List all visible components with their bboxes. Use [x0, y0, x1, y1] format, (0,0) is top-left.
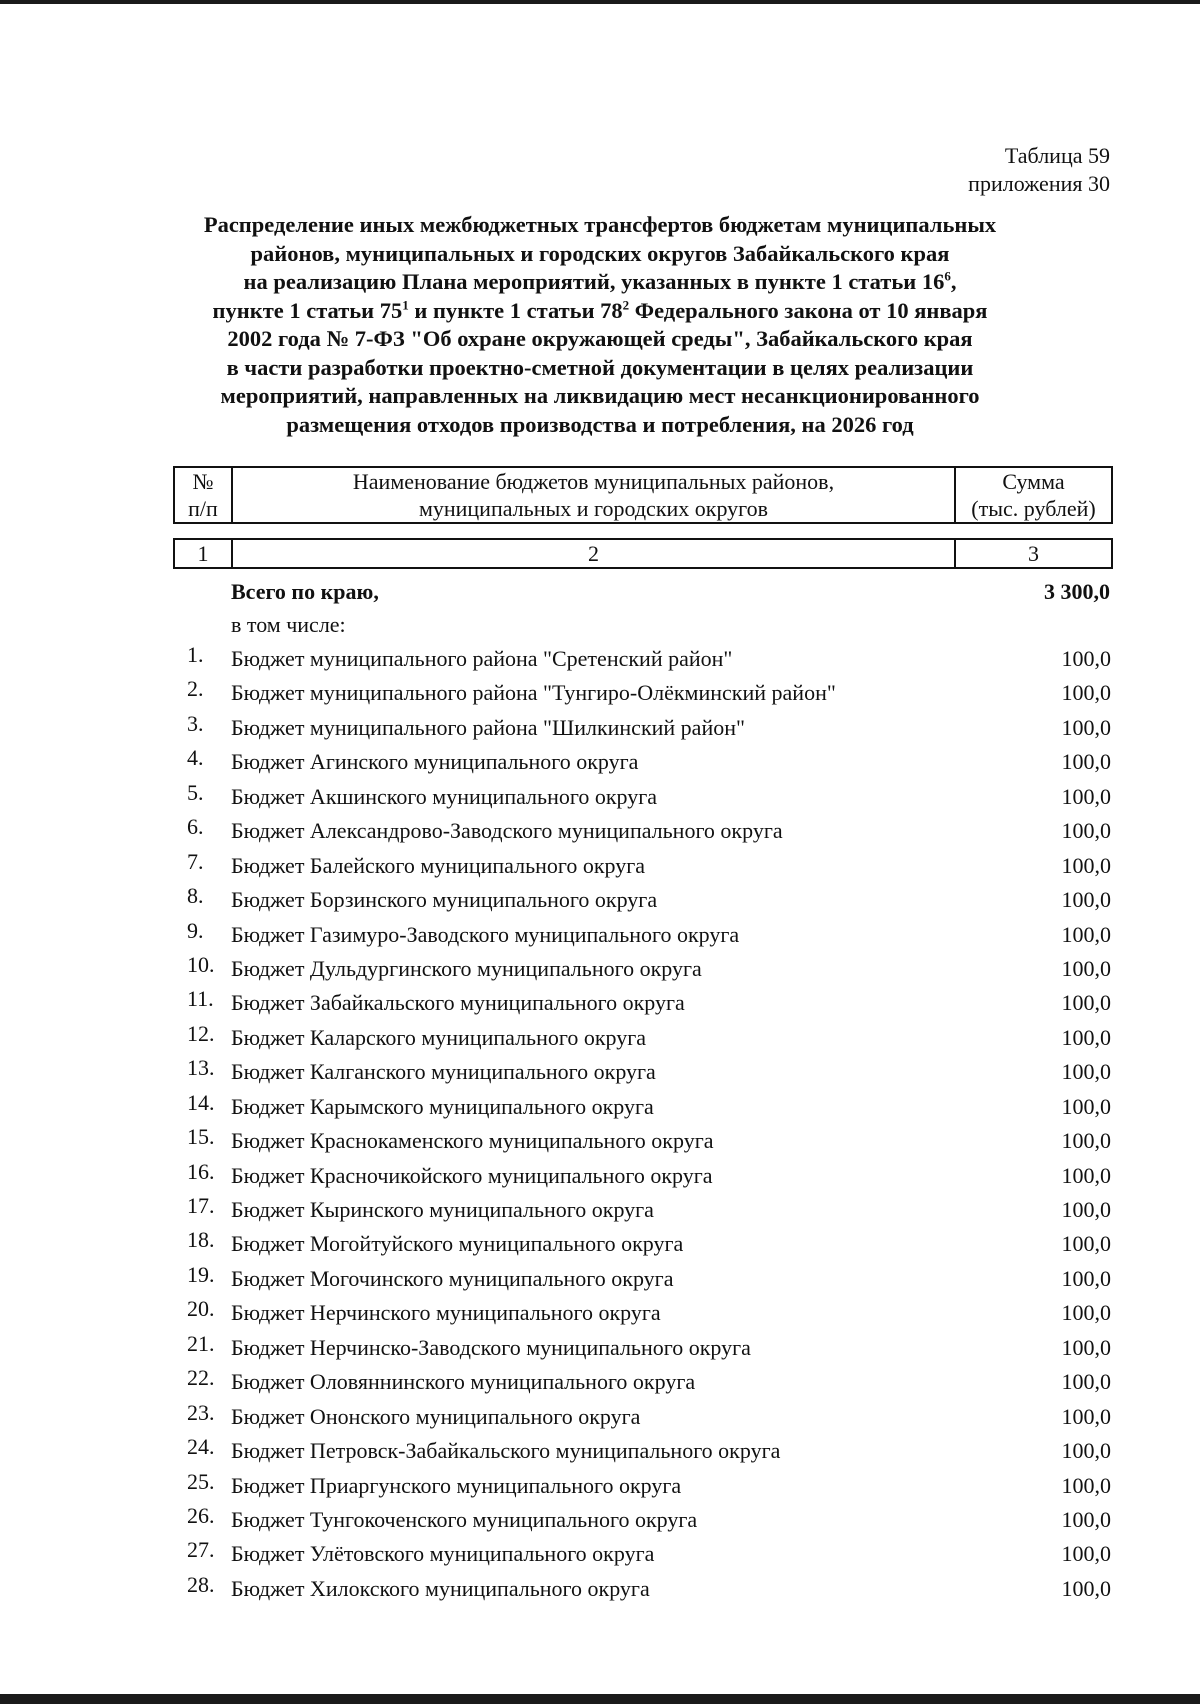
title-line: мероприятий, направленных на ликвидацию мест несанкционированного: [220, 383, 980, 408]
row-number: 6.: [187, 814, 204, 840]
row-number: 11.: [187, 986, 214, 1012]
budget-name: Бюджет Улётовского муниципального округа: [231, 1541, 655, 1567]
budget-amount: 100,0: [1061, 990, 1111, 1016]
row-number: 8.: [187, 883, 204, 909]
budget-amount: 100,0: [1061, 1128, 1111, 1154]
total-value: 3 300,0: [1044, 579, 1110, 604]
row-number: 23.: [187, 1399, 215, 1425]
budget-amount: 100,0: [1061, 1575, 1111, 1601]
budget-list: [173, 642, 1113, 1606]
row-number: 3.: [187, 710, 204, 736]
title-line: на реализацию Плана мероприятий, указанных в пункте 1 статьи $16^6$,: [243, 268, 957, 294]
table-row: [173, 1572, 1113, 1606]
row-number: 24.: [187, 1434, 215, 1460]
row-number: 26.: [187, 1502, 215, 1528]
title-line: 2002 года № 7-ФЗ "Об охране окружающей среды", Забайкальского края: [227, 326, 973, 351]
budget-name: Бюджет Агинского муниципального округа: [231, 749, 639, 775]
row-number: 14.: [187, 1089, 215, 1115]
table-row: [173, 952, 1113, 986]
table-row: [173, 986, 1113, 1020]
budget-amount: 100,0: [1061, 749, 1111, 775]
budget-name: Бюджет Калганского муниципального округа: [231, 1059, 656, 1085]
row-number: 28.: [187, 1571, 215, 1597]
column-numbers-row: [173, 538, 1113, 569]
budget-name: Бюджет муниципального района "Сретенский район": [231, 646, 733, 671]
table-row: [173, 1400, 1113, 1434]
table-row: [173, 642, 1113, 676]
budget-amount: 100,0: [1061, 646, 1111, 671]
budget-name: Бюджет Балейского муниципального округа: [231, 852, 646, 878]
budget-amount: 100,0: [1061, 680, 1111, 706]
row-number: 10.: [187, 951, 215, 977]
row-number: 15.: [187, 1124, 215, 1150]
title-line: в части разработки проектно-сметной документации в целях реализации: [226, 354, 974, 380]
budget-name: Бюджет Александрово-Заводского муниципального округа: [231, 818, 783, 844]
row-number: 27.: [187, 1537, 215, 1563]
column-number: 2: [232, 539, 955, 568]
budget-amount: 100,0: [1061, 1541, 1111, 1567]
table-row: [173, 1227, 1113, 1261]
row-number: 13.: [187, 1055, 215, 1081]
column-number: 3: [955, 539, 1112, 568]
table-row: [173, 780, 1113, 814]
budget-name: Бюджет муниципального района "Шилкинский район": [231, 714, 745, 740]
budget-amount: 100,0: [1061, 1162, 1111, 1188]
row-number: 17.: [187, 1193, 215, 1218]
table-row: [173, 1469, 1113, 1503]
table-row: [173, 1503, 1113, 1537]
table-row: [173, 1331, 1113, 1365]
budget-amount: 100,0: [1061, 1369, 1111, 1395]
row-number: 20.: [187, 1296, 215, 1322]
budget-name: Бюджет Могойтуйского муниципального округа: [231, 1231, 684, 1257]
budget-name: Бюджет Газимуро-Заводского муниципального округа: [231, 921, 740, 947]
budget-amount: 100,0: [1061, 818, 1111, 844]
budget-name: Бюджет Тунгокоченского муниципального округа: [231, 1506, 698, 1532]
row-number: 22.: [187, 1365, 215, 1391]
row-number: 2.: [187, 676, 204, 702]
table-row: [173, 745, 1113, 779]
budget-name: Бюджет Каларского муниципального округа: [231, 1024, 647, 1050]
table-row: [173, 1124, 1113, 1158]
budget-name: Бюджет Красночикойского муниципального округа: [231, 1162, 713, 1188]
budget-name: Бюджет Карымского муниципального округа: [231, 1093, 654, 1119]
table-row: [173, 1262, 1113, 1296]
row-number: 4.: [187, 745, 204, 771]
title-line: районов, муниципальных и городских округов Забайкальского края: [250, 240, 950, 266]
header-amount-column: Сумма (тыс. рублей): [955, 467, 1112, 523]
budget-amount: 100,0: [1061, 1024, 1111, 1050]
budget-name: Бюджет Нерчинско-Заводского муниципального округа: [231, 1334, 751, 1360]
table-row: [173, 849, 1113, 883]
budget-name: Бюджет Оловяннинского муниципального округа: [231, 1369, 696, 1395]
budget-name: Бюджет Приаргунского муниципального округа: [231, 1472, 682, 1498]
budget-amount: 100,0: [1061, 1300, 1111, 1326]
row-number: 1.: [187, 642, 204, 667]
table-row: [173, 1021, 1113, 1055]
budget-amount: 100,0: [1061, 1059, 1111, 1085]
table-row: [173, 1296, 1113, 1330]
table-row: [173, 814, 1113, 848]
budget-name: Бюджет Могочинского муниципального округа: [231, 1265, 674, 1291]
column-number: 1: [174, 539, 232, 568]
row-number: 9.: [187, 917, 204, 943]
budget-amount: 100,0: [1061, 1093, 1111, 1119]
budget-name: Бюджет Нерчинского муниципального округа: [231, 1300, 661, 1326]
row-number: 19.: [187, 1261, 215, 1287]
table-header: [173, 466, 1113, 524]
budget-amount: 100,0: [1061, 1472, 1111, 1498]
table-row: [173, 676, 1113, 710]
scan-edge-top: [0, 0, 1200, 4]
table-caption-appendix: приложения 30: [968, 171, 1110, 196]
table-row: [173, 711, 1113, 745]
row-number: 7.: [187, 848, 204, 874]
document-title: [150, 211, 1050, 439]
budget-name: Бюджет Дульдургинского муниципального округа: [231, 955, 702, 981]
table-row: [173, 918, 1113, 952]
budget-amount: 100,0: [1061, 1403, 1111, 1429]
header-number-column: № п/п: [174, 467, 232, 523]
title-line: Распределение иных межбюджетных трансфертов бюджетам муниципальных: [203, 212, 997, 237]
table-row: [173, 883, 1113, 917]
budget-name: Бюджет Краснокаменского муниципального округа: [231, 1128, 714, 1154]
budget-name: Бюджет Борзинского муниципального округа: [231, 887, 658, 913]
table-caption-number: Таблица 59: [1004, 143, 1110, 168]
budget-name: Бюджет Петровск-Забайкальского муниципального округа: [231, 1438, 781, 1464]
row-number: 16.: [187, 1158, 215, 1184]
budget-amount: 100,0: [1061, 852, 1111, 878]
budget-name: Бюджет муниципального района "Тунгиро-Олёкминский район": [231, 680, 836, 706]
total-label: Всего по краю,: [231, 579, 379, 604]
budget-amount: 100,0: [1061, 1265, 1111, 1291]
header-name-column: Наименование бюджетов муниципальных районов, муниципальных и городских округов: [232, 467, 955, 523]
budget-name: Бюджет Кыринского муниципального округа: [231, 1197, 654, 1222]
row-number: 21.: [187, 1330, 215, 1356]
row-number: 25.: [187, 1468, 215, 1494]
budget-amount: 100,0: [1061, 887, 1111, 913]
budget-amount: 100,0: [1061, 1506, 1111, 1532]
row-number: 18.: [187, 1227, 215, 1253]
row-number: 5.: [187, 779, 204, 805]
budget-amount: 100,0: [1061, 714, 1111, 740]
budget-name: Бюджет Забайкальского муниципального округа: [231, 990, 685, 1016]
table-row: [173, 1537, 1113, 1571]
table-row: [173, 1055, 1113, 1089]
budget-amount: 100,0: [1061, 1197, 1111, 1222]
table-row: [173, 1365, 1113, 1399]
table-row: [173, 1159, 1113, 1193]
budget-amount: 100,0: [1061, 1438, 1111, 1464]
scan-edge-bottom: [0, 1694, 1200, 1704]
budget-amount: 100,0: [1061, 955, 1111, 981]
budget-name: Бюджет Ононского муниципального округа: [231, 1403, 641, 1429]
budget-amount: 100,0: [1061, 1334, 1111, 1360]
budget-name: Бюджет Хилокского муниципального округа: [231, 1575, 650, 1601]
table-row: [173, 1434, 1113, 1468]
title-line: пункте 1 статьи $75^1$ и пункте 1 статьи $78^2$ Федерального закона от 10 января: [212, 297, 988, 323]
budget-amount: 100,0: [1061, 1231, 1111, 1257]
table-row: [173, 1090, 1113, 1124]
budget-name: Бюджет Акшинского муниципального округа: [231, 783, 658, 809]
subtotal-label: в том числе:: [231, 612, 346, 637]
budget-amount: 100,0: [1061, 921, 1111, 947]
title-line: размещения отходов производства и потребления, на 2026 год: [286, 411, 914, 437]
row-number: 12.: [187, 1020, 215, 1046]
budget-amount: 100,0: [1061, 783, 1111, 809]
table-row: [173, 1193, 1113, 1227]
